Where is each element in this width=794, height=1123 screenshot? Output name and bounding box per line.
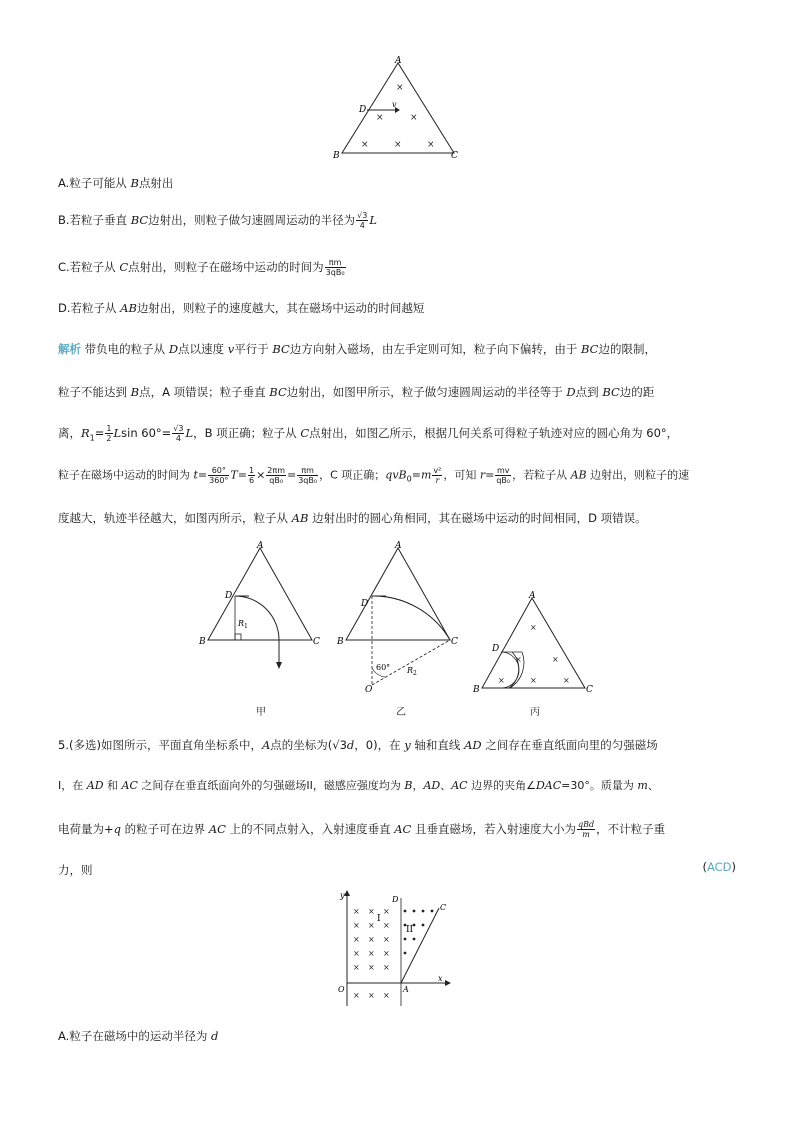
answer-badge: (ACD) <box>702 860 736 874</box>
coord-label-y: y <box>340 891 345 900</box>
svg-text:×: × <box>383 907 390 916</box>
svg-text:×: × <box>427 140 435 150</box>
svg-text:×: × <box>515 655 522 664</box>
svg-text:×: × <box>376 113 384 123</box>
q5-option-a: A.粒子在磁场中的运动半径为 d <box>58 1029 219 1043</box>
svg-text:×: × <box>498 676 505 685</box>
coord-label-region-2: II <box>406 925 414 935</box>
svg-text:×: × <box>383 935 390 944</box>
analysis-line-2: 粒子不能达到 B点，A 项错误；粒子垂直 BC边射出，如图甲所示，粒子做匀速圆周运动的半径等于 D点到 BC边的距 <box>58 385 655 399</box>
svg-text:×: × <box>394 140 402 150</box>
figure-bing <box>470 590 600 695</box>
svg-text:×: × <box>368 963 375 972</box>
analysis-line-3: 离，$R_1=$ $\frac{1}{2}$ Lsin 60°= $\frac{√3}{4}$ L，B 项正确；粒子从 C点射出，如图乙所示，根据几何关系可得粒子轨迹对应的圆心角为 60°， <box>58 424 679 443</box>
fraction: $\frac{\pi m}{\text{3qB₀}}$ <box>298 466 318 485</box>
fraction: $\frac{1}{6}$ <box>248 466 255 485</box>
coord-label-c: C <box>440 903 447 912</box>
jia-label-r: R <box>238 619 245 628</box>
option-b: B.若粒子垂直 BC边射出，则粒子做匀速圆周运动的半径为 $\frac{√3}{4}$ L <box>58 211 377 230</box>
q5-line-4: 力，则 <box>58 863 93 877</box>
svg-text:×: × <box>410 113 418 123</box>
svg-text:×: × <box>396 83 404 93</box>
bing-label-c: C <box>586 685 593 695</box>
q5-line-1: 5.(多选)如图所示，平面直角坐标系中，A点的坐标为(√3d，0)，在 y 轴和直线 AD 之间存在垂直纸面向里的匀强磁场 <box>58 738 658 752</box>
fraction: $\frac{mv}{\text{qB₀}}$ <box>496 466 511 485</box>
main-label-c: C <box>451 151 458 161</box>
yi-label-d: D <box>361 599 369 609</box>
q5-line-2: I，在 AD 和 AC 之间存在垂直纸面向外的匀强磁场II，磁感应强度均为 B，AD、AC 边界的夹角∠DAC=30°。质量为 m、 <box>58 779 659 792</box>
yi-label-a: A <box>395 541 402 551</box>
svg-text:×: × <box>353 963 360 972</box>
svg-text:×: × <box>530 676 537 685</box>
analysis-line-1: 解析 带负电的粒子从 D点以速度 v平行于 BC边方向射入磁场，由左手定则可知，粒子向下偏转，由于 BC边的限制， <box>58 342 656 356</box>
svg-text:×: × <box>383 963 390 972</box>
main-label-d: D <box>359 105 367 115</box>
bing-label-d: D <box>492 644 500 654</box>
q5-line-3: 电荷量为+q 的粒子可在边界 AC 上的不同点射入，入射速度垂直 AC 且垂直磁场，若入射速度大小为 $\frac{\text{qBd}}{m}$ ，不计粒子重 <box>58 820 666 839</box>
yi-label-r: R <box>407 666 414 675</box>
option-d: D.若粒子从 AB边射出，则粒子的速度越大，其在磁场中运动的时间越短 <box>58 301 425 315</box>
jia-label-r-sub: 1 <box>244 623 248 630</box>
svg-text:×: × <box>383 921 390 930</box>
svg-text:×: × <box>552 655 559 664</box>
svg-text:×: × <box>353 921 360 930</box>
yi-label-r-sub: 2 <box>413 670 417 677</box>
bing-label-b: B <box>473 685 480 695</box>
svg-text:×: × <box>368 921 375 930</box>
svg-text:×: × <box>353 991 360 1000</box>
jia-label-d: D <box>225 591 233 601</box>
svg-text:×: × <box>353 949 360 958</box>
svg-text:×: × <box>368 935 375 944</box>
svg-text:×: × <box>368 907 375 916</box>
analysis-line-4: 粒子在磁场中运动的时间为 t= $\frac{60^\circ}{360^\circ}$ T= $\frac{1}{6}$ × $\frac{2\pi m}{\text{qB₀}}$ = $\frac{\pi m}{\text{3qB₀}}$ ，C 项正确；qvB$_0$=m $\frac{\text{v²}}{r}$ ，可知 r= $\frac{mv}{\text{qB₀}}$ ，若粒子从 AB 边射出，则粒子的速 <box>58 466 690 485</box>
fraction: $\frac{60^\circ}{360^\circ}$ <box>209 466 229 485</box>
fraction: $\frac{\text{qBd}}{m}$ <box>578 820 595 839</box>
coord-label-o: O <box>338 985 345 994</box>
yi-label-b: B <box>337 637 344 647</box>
main-triangle-figure <box>330 55 465 165</box>
caption-jia: 甲 <box>256 707 266 718</box>
coordinate-figure <box>335 888 455 1008</box>
fraction: $\frac{1}{2}$ <box>106 424 112 443</box>
option-c: C.若粒子从 C点射出，则粒子在磁场中运动的时间为 $\frac{\pi m}{\text{3qB₀}}$ <box>58 258 345 277</box>
svg-text:×: × <box>530 623 537 632</box>
analysis-tag: 解析 <box>58 342 81 356</box>
coord-label-a: A <box>403 985 409 994</box>
caption-bing: 丙 <box>530 707 540 718</box>
fraction: $\frac{√3}{4}$ <box>173 424 184 443</box>
svg-text:×: × <box>383 949 390 958</box>
main-label-b: B <box>333 151 340 161</box>
bing-label-a: A <box>529 591 536 601</box>
fraction: $\frac{√3}{4}$ <box>357 211 368 230</box>
svg-text:×: × <box>361 140 369 150</box>
option-a: A.粒子可能从 B点射出 <box>58 176 174 190</box>
figure-jia <box>195 540 335 680</box>
coord-label-region-1: I <box>377 914 381 924</box>
main-label-a: A <box>395 56 402 66</box>
fraction: $\frac{2\pi m}{\text{qB₀}}$ <box>267 466 285 485</box>
caption-yi: 乙 <box>396 707 406 718</box>
analysis-line-5: 度越大，轨迹半径越大，如图丙所示，粒子从 AB 边射出时的圆心角相同，其在磁场中运动的时间相同，D 项错误。 <box>58 511 647 525</box>
fraction: $\frac{\text{v²}}{r}$ <box>433 466 442 485</box>
fraction: $\frac{\pi m}{\text{3qB₀}}$ <box>325 258 345 277</box>
svg-text:×: × <box>368 949 375 958</box>
jia-label-c: C <box>313 637 320 647</box>
coord-label-x: x <box>438 974 443 983</box>
main-label-v: v <box>392 100 397 109</box>
coord-label-d: D <box>392 895 399 904</box>
figure-yi <box>335 540 465 695</box>
svg-text:×: × <box>383 991 390 1000</box>
svg-text:×: × <box>368 991 375 1000</box>
svg-text:×: × <box>353 935 360 944</box>
yi-label-o: O <box>365 685 373 695</box>
svg-text:×: × <box>563 676 570 685</box>
svg-text:×: × <box>353 907 360 916</box>
jia-label-a: A <box>257 541 264 551</box>
yi-label-c: C <box>451 637 458 647</box>
yi-label-angle: 60° <box>376 663 391 672</box>
jia-label-b: B <box>199 637 206 647</box>
